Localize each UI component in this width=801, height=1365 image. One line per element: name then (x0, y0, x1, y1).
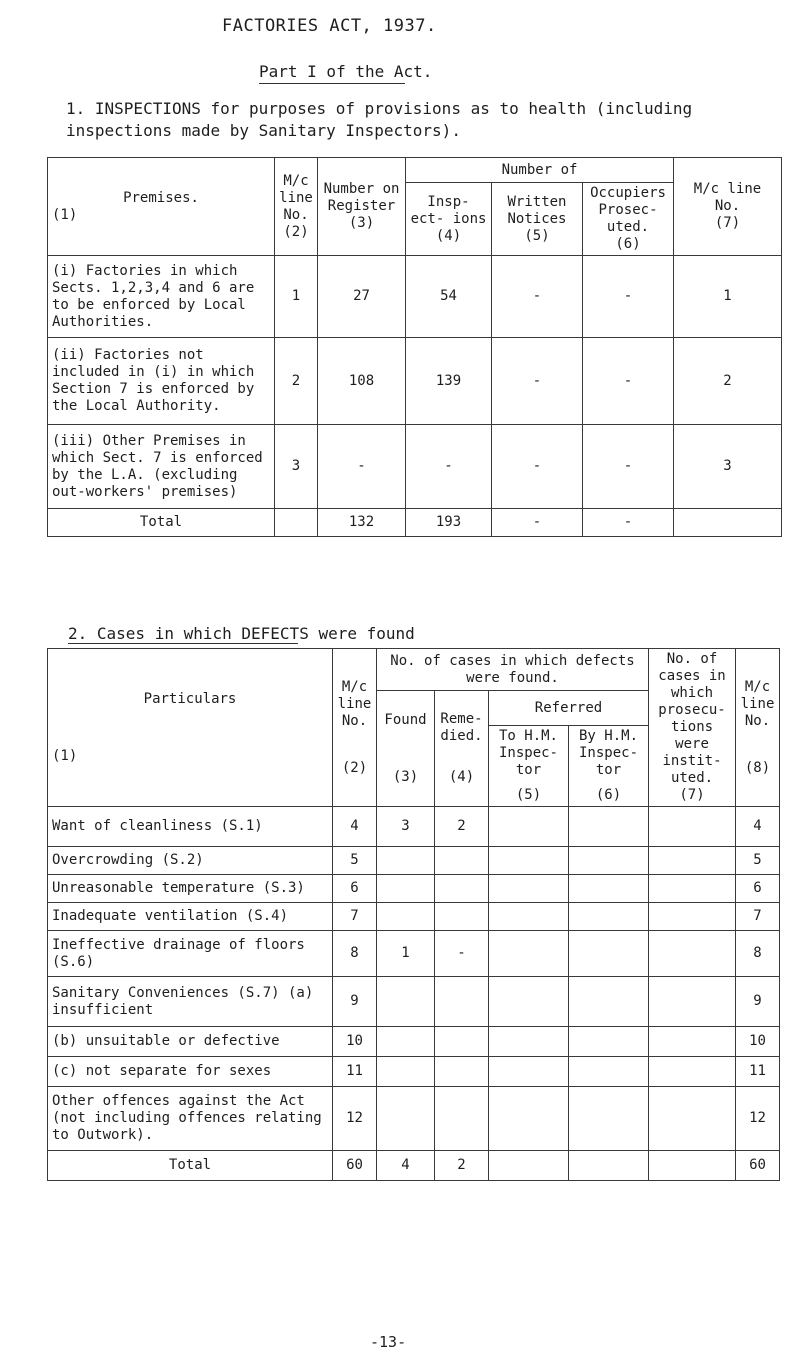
line-cell: 1 (275, 256, 318, 338)
part-title: Part I of the Act. (259, 62, 433, 81)
remedied-cell (435, 977, 489, 1027)
line-total: 60 (333, 1151, 377, 1181)
header-inspections: Insp- ect- ions (4) (406, 183, 492, 256)
header-by-hm-inspector: By H.M. Inspec- tor (6) (569, 726, 649, 807)
found-cell (377, 875, 435, 903)
table-row (48, 903, 780, 931)
by-hm-cell (569, 807, 649, 847)
found-cell (377, 1027, 435, 1057)
prosecutions-cell (649, 1057, 736, 1087)
document-title: FACTORIES ACT, 1937. (222, 16, 437, 36)
particulars-cell: Other offences against the Act (not including offences relating to Outwork). (48, 1087, 333, 1151)
particulars-cell: Unreasonable temperature (S.3) (48, 875, 333, 903)
header-prosecutions: No. of cases in which prosecu- tions were instit- uted. (7) (649, 649, 736, 807)
line2-cell: 2 (674, 338, 782, 425)
total-label: Total (48, 509, 275, 537)
header-number-of: Number of (406, 158, 674, 183)
register-cell: - (318, 425, 406, 509)
header-referred: Referred (489, 691, 649, 726)
to-hm-total (489, 1151, 569, 1181)
found-cell (377, 903, 435, 931)
line-cell: 6 (333, 875, 377, 903)
particulars-cell: (b) unsuitable or defective (48, 1027, 333, 1057)
inspections-cell: 54 (406, 256, 492, 338)
table-row (48, 1057, 780, 1087)
table-row (48, 1027, 780, 1057)
inspections-total: 193 (406, 509, 492, 537)
line2-cell: 10 (736, 1027, 780, 1057)
by-hm-total (569, 1151, 649, 1181)
remedied-cell (435, 847, 489, 875)
line-cell: 10 (333, 1027, 377, 1057)
prosecutions-cell (649, 847, 736, 875)
prosecutions-cell (649, 875, 736, 903)
by-hm-cell (569, 1087, 649, 1151)
line-cell: 9 (333, 977, 377, 1027)
line-cell: 3 (275, 425, 318, 509)
by-hm-cell (569, 1027, 649, 1057)
table-row (48, 977, 780, 1027)
prosecutions-cell (649, 1087, 736, 1151)
remedied-cell (435, 1027, 489, 1057)
particulars-cell: Overcrowding (S.2) (48, 847, 333, 875)
header-found: Found (3) (377, 691, 435, 807)
line2-cell: 7 (736, 903, 780, 931)
remedied-cell (435, 1057, 489, 1087)
to-hm-cell (489, 931, 569, 977)
table-row (48, 875, 780, 903)
table-row (48, 338, 782, 425)
table-row (48, 807, 780, 847)
table-row (48, 847, 780, 875)
line-cell: 4 (333, 807, 377, 847)
header-remedied: Reme- died. (4) (435, 691, 489, 807)
found-cell (377, 847, 435, 875)
notices-cell: - (492, 256, 583, 338)
line2-cell: 12 (736, 1087, 780, 1151)
to-hm-cell (489, 847, 569, 875)
prosecutions-cell (649, 977, 736, 1027)
by-hm-cell (569, 977, 649, 1027)
notices-cell: - (492, 338, 583, 425)
premises-cell: (iii) Other Premises in which Sect. 7 is enforced by the L.A. (excluding out-workers' premises) (48, 425, 275, 509)
found-cell: 3 (377, 807, 435, 847)
line-cell: 8 (333, 931, 377, 977)
line-cell: 7 (333, 903, 377, 931)
register-total: 132 (318, 509, 406, 537)
total-row (48, 1151, 780, 1181)
line2-cell: 4 (736, 807, 780, 847)
by-hm-cell (569, 931, 649, 977)
line2-cell: 3 (674, 425, 782, 509)
prosecuted-cell: - (583, 425, 674, 509)
line2-cell: 5 (736, 847, 780, 875)
register-cell: 108 (318, 338, 406, 425)
register-cell: 27 (318, 256, 406, 338)
to-hm-cell (489, 1087, 569, 1151)
to-hm-cell (489, 1057, 569, 1087)
line2-cell: 11 (736, 1057, 780, 1087)
line-cell: 5 (333, 847, 377, 875)
prosecutions-cell (649, 931, 736, 977)
inspections-cell: - (406, 425, 492, 509)
by-hm-cell (569, 1057, 649, 1087)
prosecutions-cell (649, 807, 736, 847)
table-row (48, 1087, 780, 1151)
notices-cell: - (492, 425, 583, 509)
remedied-cell (435, 875, 489, 903)
remedied-cell: 2 (435, 807, 489, 847)
header-line-no-2: M/c line No. (7) (674, 158, 782, 256)
line2-cell: 9 (736, 977, 780, 1027)
remedied-cell: - (435, 931, 489, 977)
total-label: Total (48, 1151, 333, 1181)
found-total: 4 (377, 1151, 435, 1181)
page-number: -13- (370, 1333, 407, 1351)
particulars-cell: Want of cleanliness (S.1) (48, 807, 333, 847)
part-title-underline (259, 83, 405, 84)
line2-total: 60 (736, 1151, 780, 1181)
prosecutions-cell (649, 903, 736, 931)
inspections-cell: 139 (406, 338, 492, 425)
found-cell: 1 (377, 931, 435, 977)
to-hm-cell (489, 807, 569, 847)
header-line-no-2: M/c line No. (8) (736, 649, 780, 807)
remedied-cell (435, 903, 489, 931)
found-cell (377, 1057, 435, 1087)
to-hm-cell (489, 1027, 569, 1057)
line-cell: 12 (333, 1087, 377, 1151)
section-2-heading: 2. Cases in which DEFECTS were found (68, 624, 415, 643)
line-cell (275, 509, 318, 537)
header-written-notices: Written Notices (5) (492, 183, 583, 256)
by-hm-cell (569, 903, 649, 931)
by-hm-cell (569, 847, 649, 875)
section-2-underline (68, 643, 298, 644)
inspections-table (47, 157, 782, 537)
prosecutions-total (649, 1151, 736, 1181)
header-premises: Premises. (1) (48, 158, 275, 256)
header-occupiers-prosecuted: Occupiers Prosec- uted. (6) (583, 183, 674, 256)
remedied-total: 2 (435, 1151, 489, 1181)
header-line-no: M/c line No. (2) (333, 649, 377, 807)
header-register: Number on Register (3) (318, 158, 406, 256)
line-cell: 11 (333, 1057, 377, 1087)
remedied-cell (435, 1087, 489, 1151)
particulars-cell: Ineffective drainage of floors (S.6) (48, 931, 333, 977)
header-cases-found: No. of cases in which defects were found. (377, 649, 649, 691)
line2-cell: 1 (674, 256, 782, 338)
line2-cell: 8 (736, 931, 780, 977)
table-row (48, 425, 782, 509)
header-particulars: Particulars (1) (48, 649, 333, 807)
particulars-cell: (c) not separate for sexes (48, 1057, 333, 1087)
found-cell (377, 977, 435, 1027)
prosecuted-cell: - (583, 256, 674, 338)
found-cell (377, 1087, 435, 1151)
to-hm-cell (489, 977, 569, 1027)
prosecuted-cell: - (583, 338, 674, 425)
table-row (48, 256, 782, 338)
total-row (48, 509, 782, 537)
line2-cell: 6 (736, 875, 780, 903)
to-hm-cell (489, 903, 569, 931)
particulars-cell: Inadequate ventilation (S.4) (48, 903, 333, 931)
line-cell: 2 (275, 338, 318, 425)
header-line-no: M/c line No. (2) (275, 158, 318, 256)
notices-total: - (492, 509, 583, 537)
defects-table (47, 648, 780, 1181)
particulars-cell: Sanitary Conveniences (S.7) (a) insufficient (48, 977, 333, 1027)
to-hm-cell (489, 875, 569, 903)
line2-cell (674, 509, 782, 537)
table-row (48, 931, 780, 977)
premises-cell: (i) Factories in which Sects. 1,2,3,4 and 6 are to be enforced by Local Authorities. (48, 256, 275, 338)
prosecuted-total: - (583, 509, 674, 537)
by-hm-cell (569, 875, 649, 903)
premises-cell: (ii) Factories not included in (i) in which Section 7 is enforced by the Local Authority. (48, 338, 275, 425)
prosecutions-cell (649, 1027, 736, 1057)
header-to-hm-inspector: To H.M. Inspec- tor (5) (489, 726, 569, 807)
section-1-heading: 1. INSPECTIONS for purposes of provisions as to health (including inspections made by Sanitary Inspectors). (66, 99, 693, 140)
